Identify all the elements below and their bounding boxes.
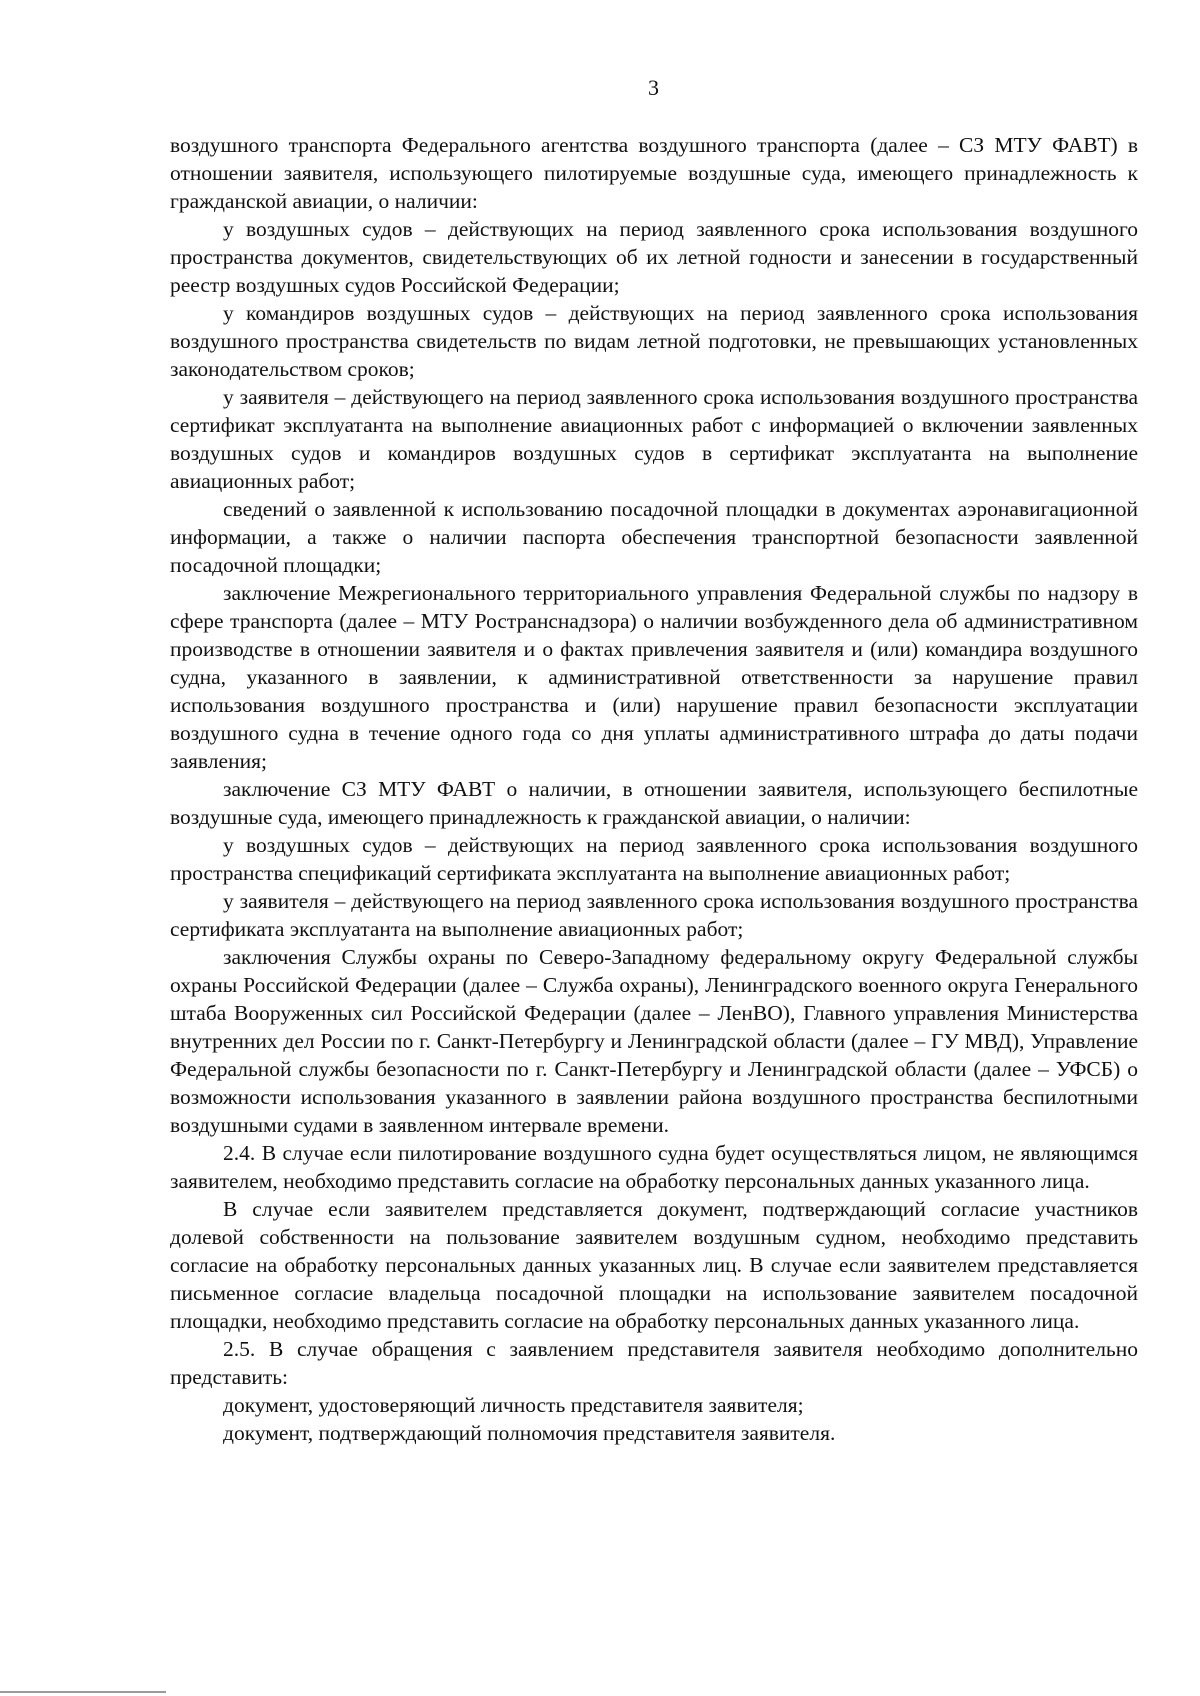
paragraph: у заявителя – действующего на период заявленного срока использования воздушного пространства сертификата эксплуатанта на выполнение авиационных работ; [170, 889, 1138, 941]
paragraph: у воздушных судов – действующих на период заявленного срока использования воздушного пространства документов, свидетельствующих об их летной годности и занесении в государственный реестр воздушных судов Российской Федерации; [170, 217, 1138, 297]
paragraph: 2.4. В случае если пилотирование воздушного судна будет осуществляться лицом, не являющимся заявителем, необходимо представить согласие на обработку персональных данных указанного лица. [170, 1141, 1138, 1193]
document-body [170, 131, 1138, 1447]
paragraph: воздушного транспорта Федерального агентства воздушного транспорта (далее – СЗ МТУ ФАВТ) в отношении заявителя, использующего пилотируемые воздушные суда, имеющего принадлежность к гражданской авиации, о наличии: [170, 133, 1138, 213]
paragraph: у воздушных судов – действующих на период заявленного срока использования воздушного пространства спецификаций сертификата эксплуатанта на выполнение авиационных работ; [170, 833, 1138, 885]
paragraph: у командиров воздушных судов – действующих на период заявленного срока использования воздушного пространства свидетельств по видам летной подготовки, не превышающих установленных законодательством сроков; [170, 301, 1138, 381]
paragraph: заключения Службы охраны по Северо-Западному федеральному округу Федеральной службы охраны Российской Федерации (далее – Служба охраны), Ленинградского военного округа Генерального штаба Вооруженных сил Российской Федерации (далее – ЛенВО), Главного управления Министерства внутренних дел России по г. Санкт-Петербургу и Ленинградской области (далее – ГУ МВД), Управление Федеральной службы безопасности по г. Санкт-Петербургу и Ленинградской области (далее – УФСБ) о возможности использования указанного в заявлении района воздушного пространства беспилотными воздушными судами в заявленном интервале времени. [170, 945, 1138, 1137]
paragraph: у заявителя – действующего на период заявленного срока использования воздушного пространства сертификат эксплуатанта на выполнение авиационных работ с информацией о включении заявленных воздушных судов и командиров воздушных судов в сертификат эксплуатанта на выполнение авиационных работ; [170, 385, 1138, 493]
paragraph: документ, подтверждающий полномочия представителя заявителя. [223, 1421, 836, 1445]
paragraph: заключение Межрегионального территориального управления Федеральной службы по надзору в сфере транспорта (далее – МТУ Ространснадзора) о наличии возбужденного дела об административном производстве в отношении заявителя и о фактах привлечения заявителя и (или) командира воздушного судна, указанного в заявлении, к административной ответственности за нарушение правил использования воздушного пространства и (или) нарушение правил безопасности эксплуатации воздушного судна в течение одного года со дня уплаты административного штрафа до даты подачи заявления; [170, 581, 1138, 773]
paragraph: В случае если заявителем представляется документ, подтверждающий согласие участников долевой собственности на пользование заявителем воздушным судном, необходимо представить согласие на обработку персональных данных указанных лиц. В случае если заявителем представляется письменное согласие владельца посадочной площадки на использование заявителем посадочной площадки, необходимо представить согласие на обработку персональных данных указанного лица. [170, 1197, 1138, 1333]
page-number: 3 [648, 75, 659, 100]
paragraph: 2.5. В случае обращения с заявлением представителя заявителя необходимо дополнительно представить: [170, 1337, 1138, 1389]
paragraph: документ, удостоверяющий личность представителя заявителя; [223, 1393, 804, 1417]
paragraph: сведений о заявленной к использованию посадочной площадки в документах аэронавигационной информации, а также о наличии паспорта обеспечения транспортной безопасности заявленной посадочной площадки; [170, 497, 1138, 577]
paragraph: заключение СЗ МТУ ФАВТ о наличии, в отношении заявителя, использующего беспилотные воздушные суда, имеющего принадлежность к гражданской авиации, о наличии: [170, 777, 1138, 829]
scan-edge-line [0, 1691, 166, 1693]
